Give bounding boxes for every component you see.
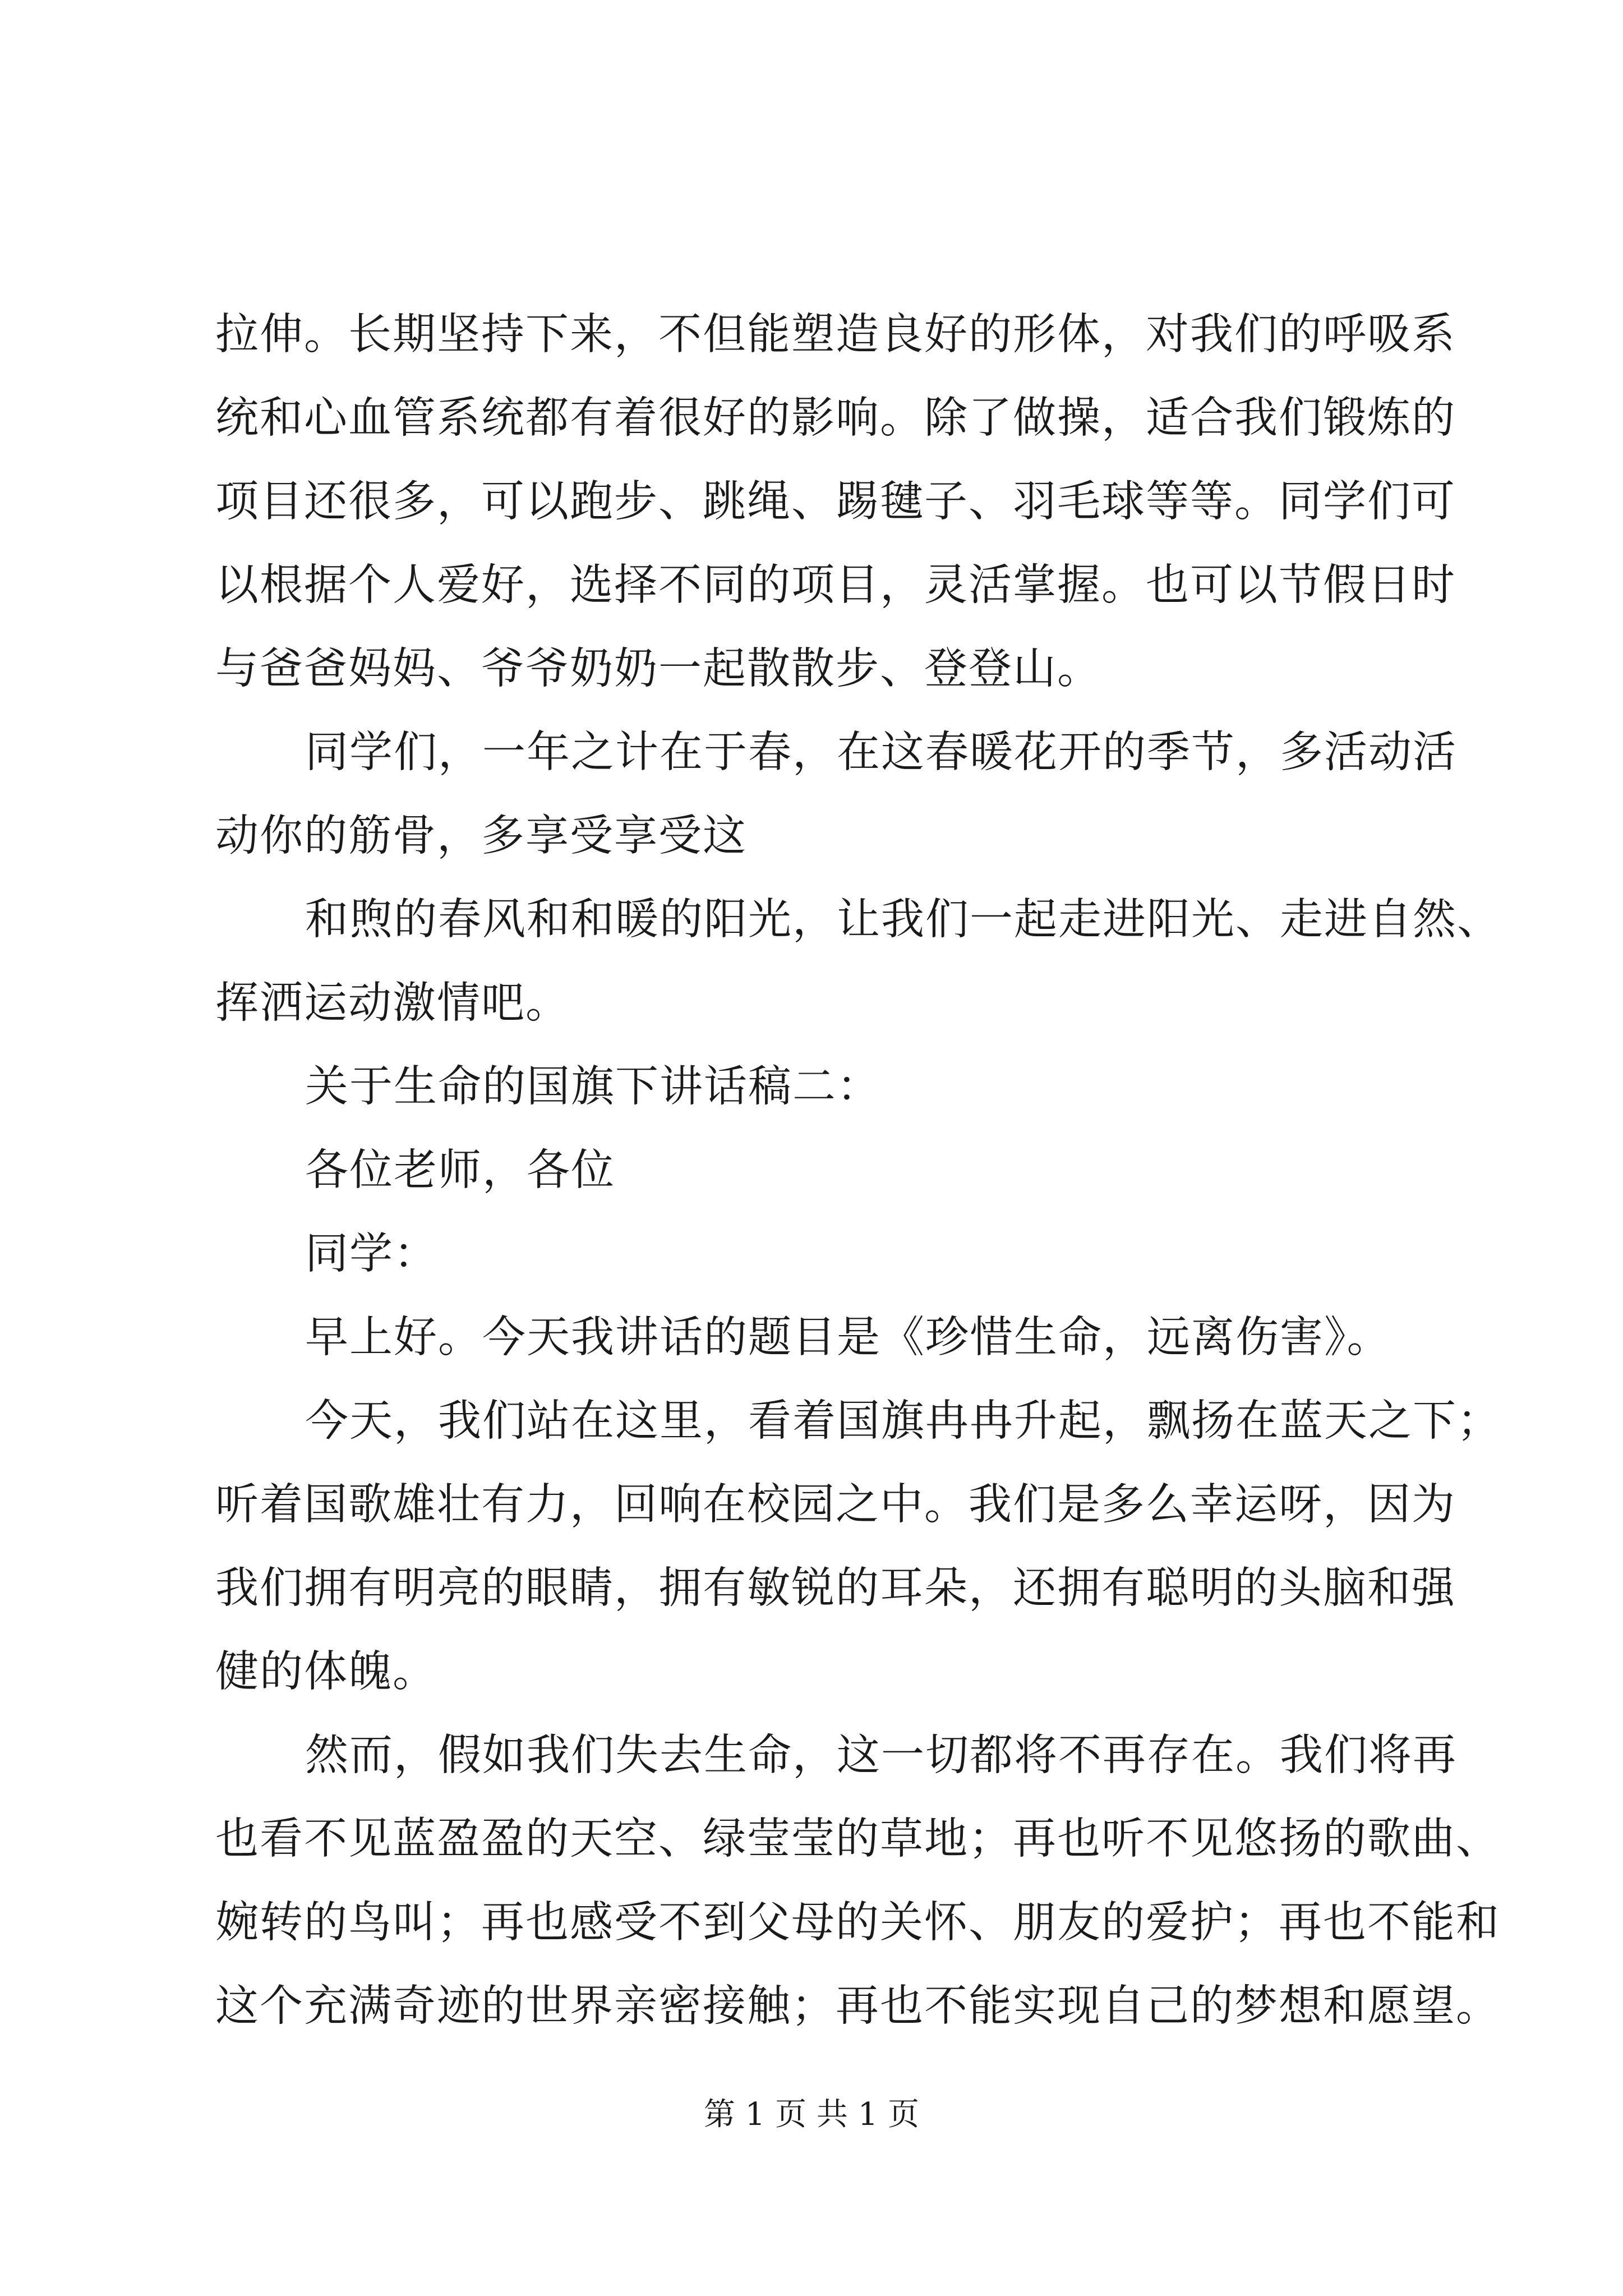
text-line: 今天，我们站在这里，看着国旗冉冉升起，飘扬在蓝天之下； (305, 1396, 1501, 1446)
text-line: 婉转的鸟叫；再也感受不到父母的关怀、朋友的爱护；再也不能和 (215, 1898, 1500, 1948)
text-line: 统和心血管系统都有着很好的影响。除了做操，适合我们锻炼的 (215, 393, 1456, 443)
text-line: 动你的筋骨，多享受享受这 (215, 811, 747, 861)
text-line: 听着国歌雄壮有力，回响在校园之中。我们是多么幸运呀，因为 (215, 1480, 1456, 1530)
salutation-line: 同学： (305, 1229, 438, 1279)
text-line: 也看不见蓝盈盈的天空、绿莹莹的草地；再也听不见悠扬的歌曲、 (215, 1814, 1500, 1864)
text-line: 这个充满奇迹的世界亲密接触；再也不能实现自己的梦想和愿望。 (215, 1981, 1500, 2031)
text-line: 我们拥有明亮的眼睛，拥有敏锐的耳朵，还拥有聪明的头脑和强 (215, 1563, 1456, 1613)
text-line: 和煦的春风和和暖的阳光，让我们一起走进阳光、走进自然、 (305, 895, 1501, 945)
section-heading: 关于生命的国旗下讲话稿二： (305, 1062, 881, 1112)
text-line: 健的体魄。 (215, 1647, 437, 1697)
document-body (215, 293, 1501, 2048)
text-line: 项目还很多，可以跑步、跳绳、踢毽子、羽毛球等等。同学们可 (215, 477, 1456, 527)
text-line: 以根据个人爱好，选择不同的项目，灵活掌握。也可以节假日时 (215, 560, 1456, 610)
text-line: 拉伸。长期坚持下来，不但能塑造良好的形体，对我们的呼吸系 (215, 310, 1456, 360)
text-line: 同学们，一年之计在于春，在这春暖花开的季节，多活动活 (305, 728, 1457, 777)
page-number: 第 1 页 共 1 页 (703, 2096, 920, 2133)
text-line: 然而，假如我们失去生命，这一切都将不再存在。我们将再 (305, 1731, 1457, 1780)
salutation-line: 各位老师，各位 (305, 1145, 615, 1195)
page-footer (0, 2092, 1623, 2137)
text-line: 早上好。今天我讲话的题目是《珍惜生命，远离伤害》。 (305, 1313, 1391, 1363)
text-line: 与爸爸妈妈、爷爷奶奶一起散散步、登登山。 (215, 644, 1101, 694)
text-line: 挥洒运动激情吧。 (215, 978, 570, 1028)
